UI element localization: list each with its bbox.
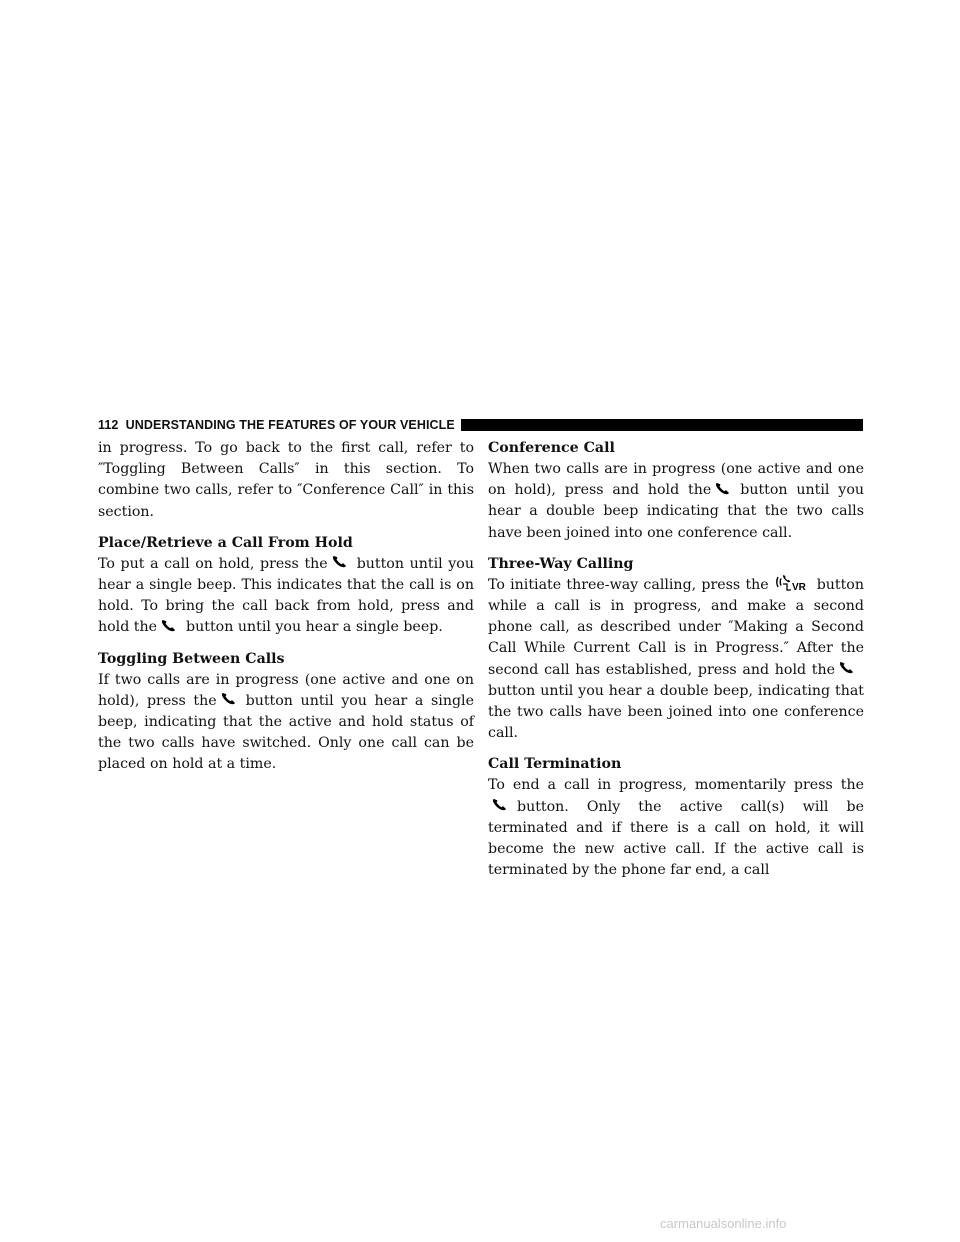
paragraph-toggle	[98, 670, 474, 776]
hold-text-c: button until you hear a single beep.	[186, 619, 443, 636]
intro-text: in progress. To go back to the first call, refer to ″Toggling Between Calls″ in this section. To combine two calls, refer to ″Conference Call″ in this section.	[98, 440, 474, 520]
page-number: 112	[98, 418, 119, 432]
heading-three-way: Three-Way Calling	[488, 555, 634, 572]
header-rule	[461, 419, 863, 431]
section-conference	[488, 438, 864, 544]
left-column	[98, 438, 474, 776]
hold-text-b: button until you hear a single beep. This indicates that the call is on hold. To bring the call back from hold, press and hold the	[98, 555, 474, 636]
phone-icon	[492, 798, 507, 811]
section-toggle	[98, 649, 474, 776]
paragraph-termination	[488, 775, 864, 881]
termination-text-b: button. Only the active call(s) will be terminated and if there is a call on hold, it will become the new active call. If the active call is terminated by the phone far end, a call	[488, 798, 864, 879]
phone-icon	[715, 482, 730, 495]
section-hold	[98, 533, 474, 639]
toggle-text-a: If two calls are in progress (one active and one on hold), press the	[98, 671, 474, 709]
hold-text-a: To put a call on hold, press the	[98, 555, 328, 572]
watermark: carmanualsonline.info	[660, 1216, 787, 1231]
paragraph-three-way	[488, 575, 864, 745]
heading-hold: Place/Retrieve a Call From Hold	[98, 534, 353, 551]
page-header-text	[98, 418, 455, 432]
three-way-text-a: To initiate three-way calling, press the	[488, 576, 769, 593]
phone-icon	[161, 619, 176, 632]
section-termination	[488, 754, 864, 881]
three-way-text-b: button while a call is in progress, and make a second phone call, as described under ″Making a Second Call While Current Call is in Progress.″ After the second call has established, press and hold the	[488, 576, 864, 678]
section-three-way	[488, 554, 864, 745]
chapter-title: UNDERSTANDING THE FEATURES OF YOUR VEHICLE	[125, 418, 455, 432]
right-column	[488, 438, 864, 881]
voice-recognition-icon	[775, 571, 811, 593]
phone-icon	[221, 692, 236, 705]
heading-toggle: Toggling Between Calls	[98, 650, 285, 667]
vr-label: VR	[791, 581, 806, 593]
toggle-text-b: button until you hear a single beep, indicating that the active and hold status of the two calls have switched. Only one call can be placed on hold at a time.	[98, 692, 474, 773]
termination-text-a: To end a call in progress, momentarily press the	[488, 777, 864, 794]
page-header	[98, 416, 863, 434]
paragraph-conference	[488, 459, 864, 544]
heading-conference: Conference Call	[488, 440, 615, 456]
heading-termination: Call Termination	[488, 756, 622, 773]
paragraph-hold	[98, 554, 474, 639]
phone-icon	[839, 661, 854, 674]
intro-paragraph	[98, 438, 474, 523]
conference-text-a: When two calls are in progress (one active and one on hold), press and hold the	[488, 461, 864, 499]
phone-icon	[332, 555, 347, 568]
conference-text-b: button until you hear a double beep indicating that the two calls have been joined into one conference call.	[488, 482, 864, 541]
three-way-text-c: button until you hear a double beep, indicating that the two calls have been joined into one conference call.	[488, 682, 864, 742]
